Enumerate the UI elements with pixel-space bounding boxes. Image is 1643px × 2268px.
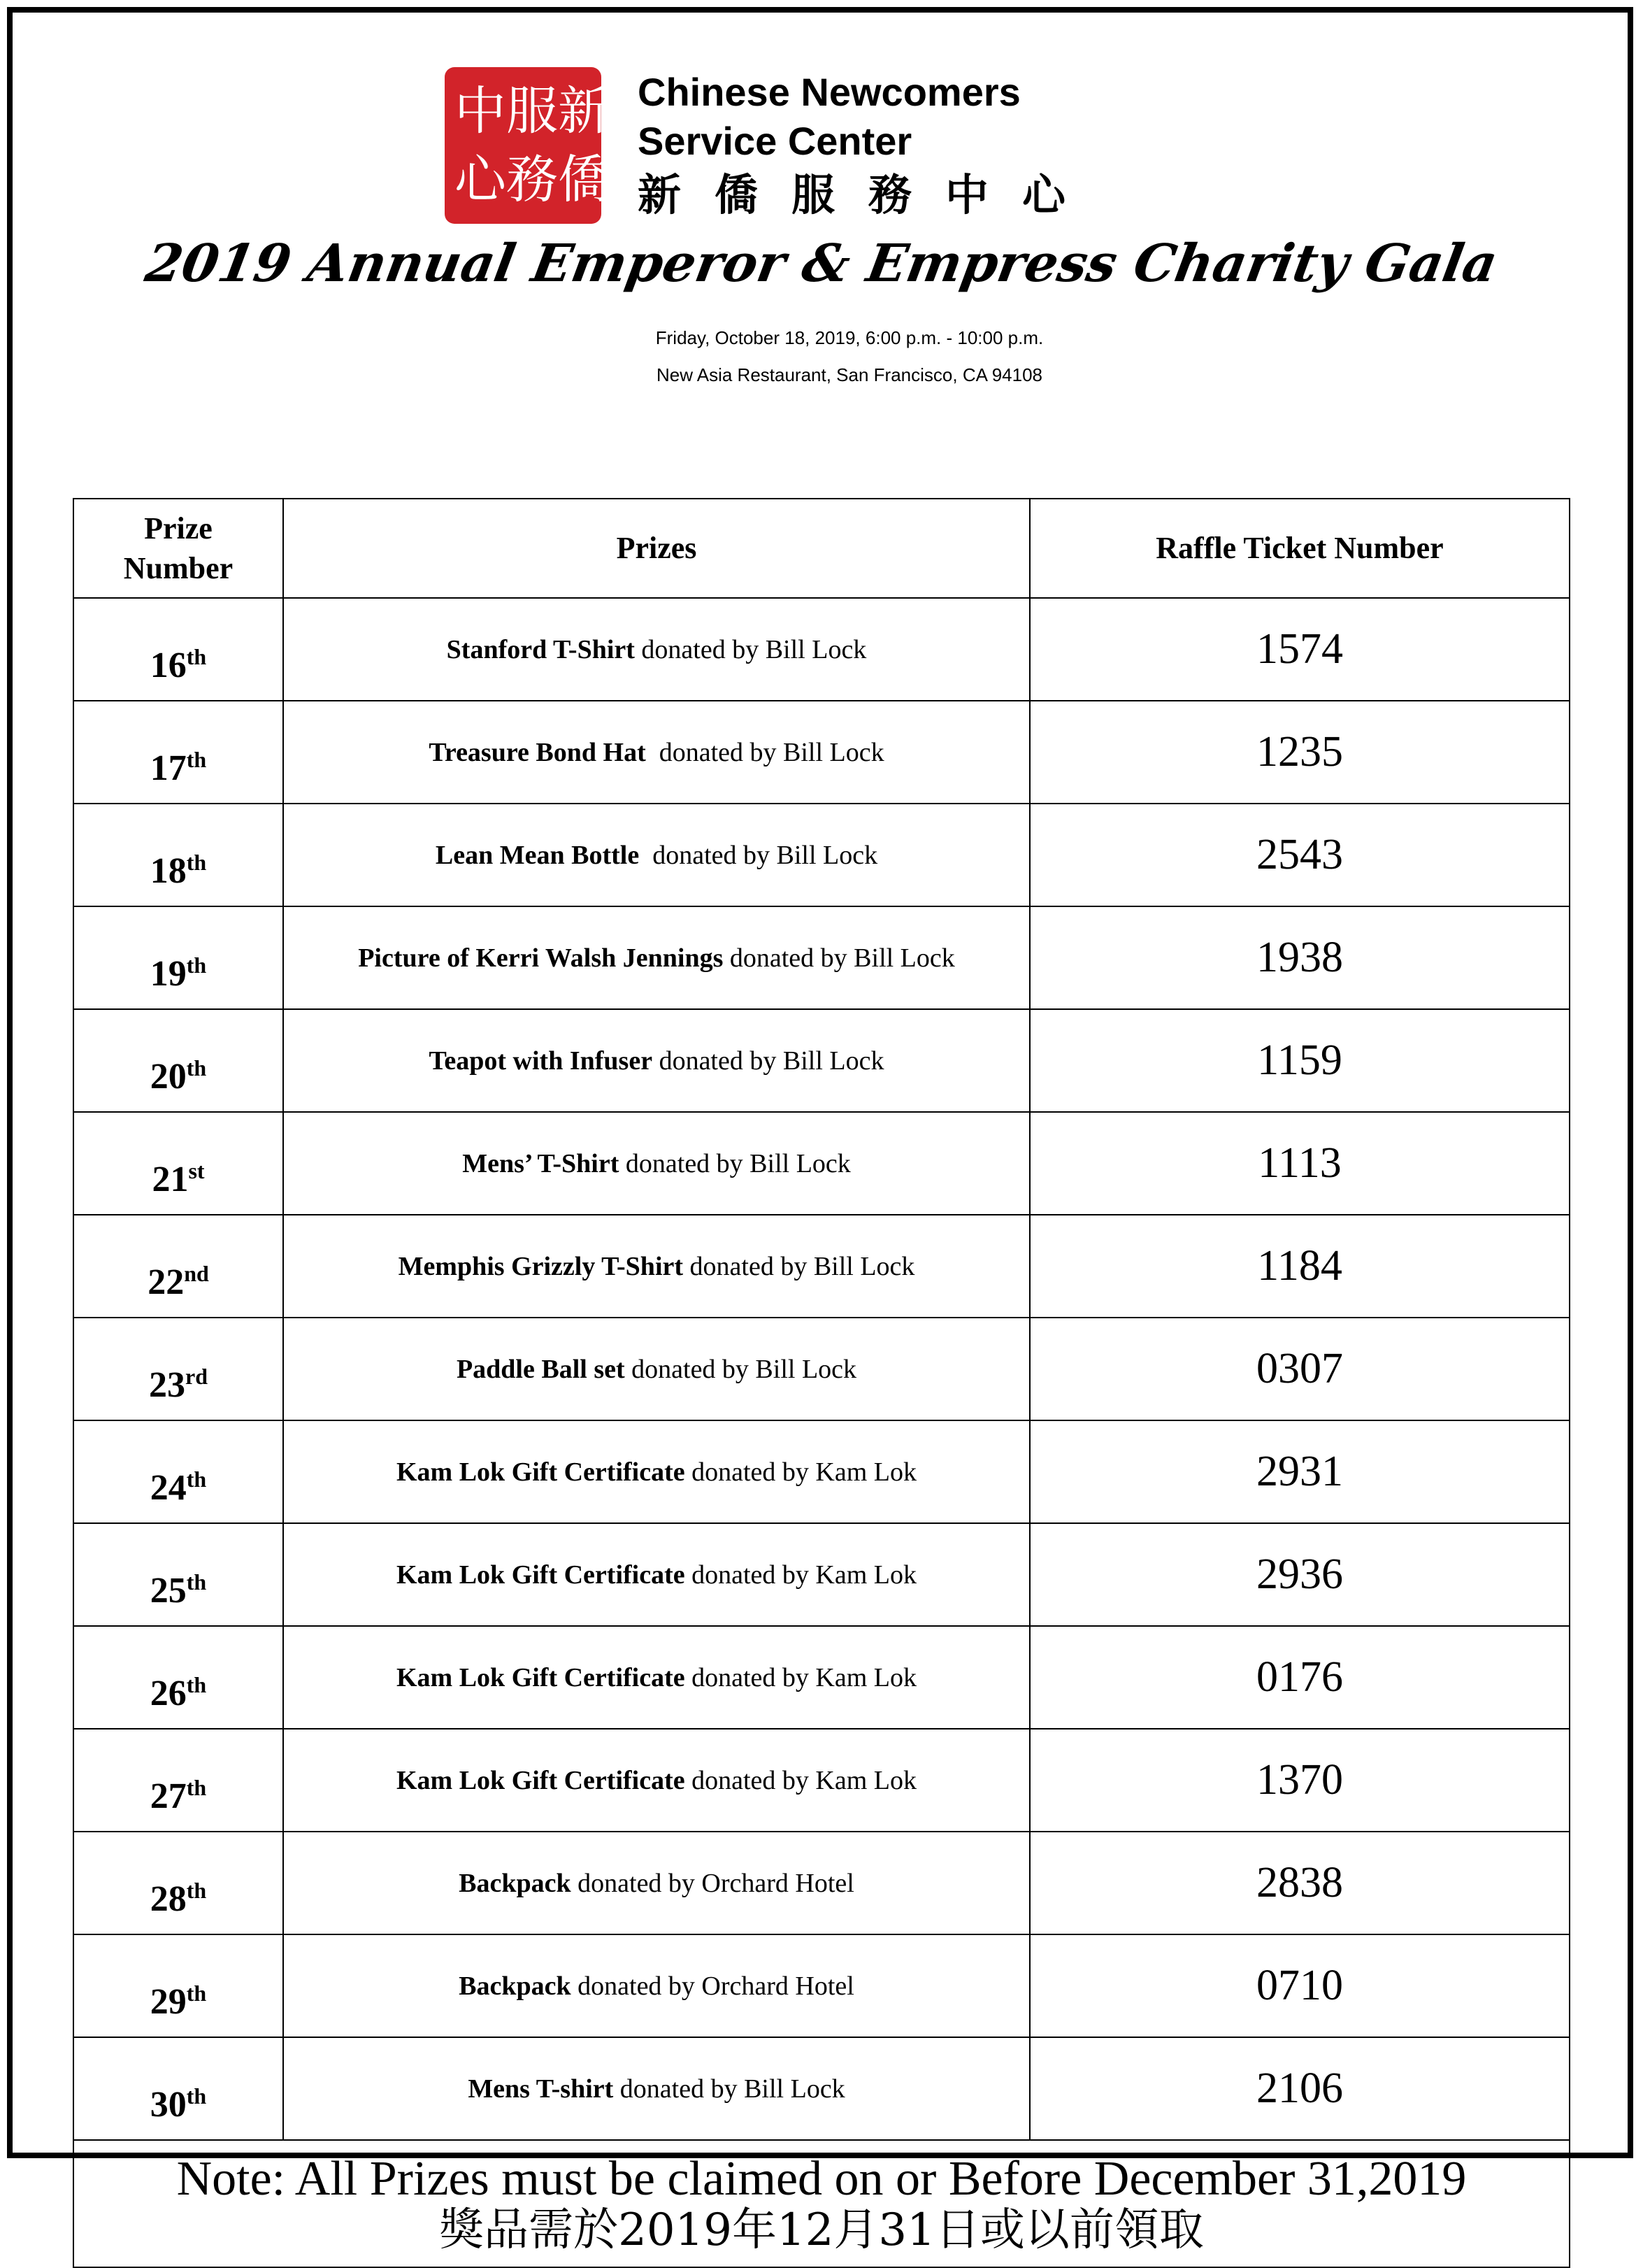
prize-number-value: 22 — [148, 1262, 185, 1302]
prize-number-suffix: th — [186, 1878, 207, 1903]
prize-description — [283, 1009, 1030, 1112]
header-raffle-ticket: Raffle Ticket Number — [1030, 499, 1570, 598]
raffle-ticket-number: 1938 — [1030, 906, 1570, 1009]
prize-donor: donated by Bill Lock — [683, 1251, 915, 1281]
header-prize-number — [73, 499, 283, 598]
prize-donor: donated by Bill Lock — [652, 1046, 884, 1076]
seal-char: 務 — [506, 150, 558, 210]
raffle-ticket-number: 1235 — [1030, 701, 1570, 804]
prize-number-value: 16 — [150, 646, 187, 685]
prize-item: Paddle Ball set — [456, 1354, 625, 1384]
prize-number-suffix: rd — [185, 1364, 208, 1389]
prize-donor: donated by Kam Lok — [684, 1560, 917, 1590]
raffle-ticket-number: 1184 — [1030, 1215, 1570, 1318]
raffle-ticket-number: 0307 — [1030, 1318, 1570, 1420]
prize-item: Kam Lok Gift Certificate — [396, 1765, 685, 1795]
header-prize-number-line1: Prize — [144, 511, 213, 545]
raffle-ticket-number: 2106 — [1030, 2037, 1570, 2140]
prize-donor: donated by Bill Lock — [723, 943, 955, 973]
seal-characters — [454, 77, 610, 214]
prize-number-suffix: th — [186, 1672, 207, 1697]
table-row — [73, 1318, 1570, 1420]
seal-char: 新 — [558, 81, 610, 141]
org-name-english-line1: Chinese Newcomers — [638, 70, 1021, 114]
prize-number — [73, 1934, 283, 2037]
table-header-row — [73, 499, 1570, 598]
table-row — [73, 1420, 1570, 1523]
seal-char: 服 — [506, 81, 558, 141]
prize-number — [73, 1112, 283, 1215]
prize-description — [283, 1523, 1030, 1626]
table-row — [73, 1934, 1570, 2037]
prize-number — [73, 598, 283, 701]
event-date-time: Friday, October 18, 2019, 6:00 p.m. - 10:00 p.m. — [655, 327, 1044, 348]
note-cell — [73, 2140, 1570, 2267]
prize-item: Backpack — [459, 1868, 571, 1898]
prize-item: Teapot with Infuser — [429, 1046, 653, 1076]
prize-description — [283, 1934, 1030, 2037]
prize-number — [73, 701, 283, 804]
prize-item: Memphis Grizzly T-Shirt — [398, 1251, 684, 1281]
prize-number-suffix: th — [186, 2083, 207, 2109]
prize-item: Backpack — [459, 1971, 571, 2001]
prize-item: Picture of Kerri Walsh Jennings — [358, 943, 724, 973]
raffle-ticket-number: 0176 — [1030, 1626, 1570, 1729]
prize-number-value: 27 — [150, 1776, 187, 1816]
prize-number — [73, 1729, 283, 1832]
prize-number-value: 23 — [149, 1365, 185, 1405]
prize-number — [73, 906, 283, 1009]
prize-number-suffix: th — [186, 850, 207, 875]
prize-donor: donated by Bill Lock — [645, 737, 884, 767]
table-row — [73, 1009, 1570, 1112]
prize-item: Kam Lok Gift Certificate — [396, 1662, 685, 1692]
prize-description — [283, 1832, 1030, 1934]
header-prize-number-line2: Number — [123, 551, 234, 585]
raffle-ticket-number: 1370 — [1030, 1729, 1570, 1832]
prize-donor: donated by Bill Lock — [619, 1148, 851, 1178]
prize-donor: donated by Kam Lok — [684, 1765, 917, 1795]
prize-number-suffix: th — [186, 1467, 207, 1492]
prize-description — [283, 804, 1030, 906]
raffle-ticket-number: 1113 — [1030, 1112, 1570, 1215]
prize-description — [283, 2037, 1030, 2140]
prize-donor: donated by Bill Lock — [634, 634, 867, 664]
prize-number-value: 28 — [150, 1879, 187, 1919]
prize-number — [73, 1626, 283, 1729]
raffle-ticket-number: 0710 — [1030, 1934, 1570, 2037]
note-row — [73, 2140, 1570, 2267]
prize-number-value: 21 — [152, 1160, 189, 1199]
prize-number-suffix: th — [186, 1775, 207, 1800]
table-row — [73, 701, 1570, 804]
prize-number-value: 20 — [150, 1057, 187, 1097]
prize-description — [283, 1112, 1030, 1215]
org-name-english-line2: Service Center — [638, 119, 912, 163]
table-row — [73, 2037, 1570, 2140]
prize-item: Lean Mean Bottle — [435, 840, 640, 870]
raffle-ticket-number: 1574 — [1030, 598, 1570, 701]
prize-number-value: 19 — [150, 954, 187, 994]
prize-item: Mens’ T-Shirt — [462, 1148, 619, 1178]
raffle-ticket-number: 2838 — [1030, 1832, 1570, 1934]
seal-char: 中 — [454, 81, 506, 141]
table-row — [73, 1626, 1570, 1729]
prize-number — [73, 1009, 283, 1112]
prize-item: Treasure Bond Hat — [429, 737, 646, 767]
prize-description — [283, 906, 1030, 1009]
prize-item: Mens T-shirt — [468, 2074, 614, 2104]
prize-number-value: 29 — [150, 1982, 187, 2022]
prize-table — [73, 498, 1570, 2268]
prize-number-suffix: nd — [184, 1261, 209, 1286]
header-prizes: Prizes — [283, 499, 1030, 598]
table-row — [73, 1523, 1570, 1626]
raffle-ticket-number: 2931 — [1030, 1420, 1570, 1523]
raffle-ticket-number: 2936 — [1030, 1523, 1570, 1626]
prize-number — [73, 1318, 283, 1420]
prize-number-value: 17 — [150, 748, 187, 788]
prize-donor: donated by Bill Lock — [639, 840, 878, 870]
prize-number — [73, 1215, 283, 1318]
note-chinese: 獎品需於2019年12月31日或以前領取 — [439, 2204, 1204, 2257]
raffle-ticket-number: 2543 — [1030, 804, 1570, 906]
prize-number-suffix: th — [186, 1981, 207, 2006]
prize-description — [283, 701, 1030, 804]
prize-number — [73, 1420, 283, 1523]
prize-number-suffix: th — [186, 1055, 207, 1080]
prize-donor: donated by Bill Lock — [624, 1354, 857, 1384]
note-english: Note: All Prizes must be claimed on or Before December 31,2019 — [176, 2152, 1467, 2206]
prize-donor: donated by Orchard Hotel — [571, 1868, 854, 1898]
prize-description — [283, 1420, 1030, 1523]
prize-number-value: 24 — [150, 1468, 187, 1508]
prize-donor: donated by Bill Lock — [613, 2074, 845, 2104]
table-row — [73, 1112, 1570, 1215]
prize-number-suffix: st — [188, 1158, 205, 1183]
prize-item: Kam Lok Gift Certificate — [396, 1457, 685, 1487]
prize-number-value: 26 — [150, 1674, 187, 1713]
prize-number-suffix: th — [186, 644, 207, 669]
prize-number-suffix: th — [186, 747, 207, 772]
raffle-ticket-number: 1159 — [1030, 1009, 1570, 1112]
prize-donor: donated by Orchard Hotel — [571, 1971, 854, 2001]
prize-donor: donated by Kam Lok — [684, 1662, 917, 1692]
prize-number — [73, 804, 283, 906]
org-name-chinese: 新僑服務中心 — [638, 169, 1100, 220]
table-row — [73, 598, 1570, 701]
event-venue: New Asia Restaurant, San Francisco, CA 94108 — [656, 364, 1043, 385]
prize-donor: donated by Kam Lok — [684, 1457, 917, 1487]
event-title: 2019 Annual Emperor & Empress Charity Gala — [141, 234, 1502, 294]
prize-item: Stanford T-Shirt — [446, 634, 635, 664]
prize-description — [283, 598, 1030, 701]
prize-description — [283, 1215, 1030, 1318]
prize-number-value: 25 — [150, 1571, 187, 1611]
prize-number — [73, 2037, 283, 2140]
table-row — [73, 1832, 1570, 1934]
prize-number-suffix: th — [186, 953, 207, 978]
seal-logo — [445, 67, 610, 224]
prize-number-value: 30 — [150, 2085, 187, 2125]
seal-char: 僑 — [558, 150, 610, 210]
prize-description — [283, 1626, 1030, 1729]
seal-char: 心 — [454, 150, 506, 210]
prize-number — [73, 1832, 283, 1934]
prize-description — [283, 1729, 1030, 1832]
prize-number — [73, 1523, 283, 1626]
prize-number-suffix: th — [186, 1569, 207, 1595]
prize-item: Kam Lok Gift Certificate — [396, 1560, 685, 1590]
table-row — [73, 1215, 1570, 1318]
table-row — [73, 804, 1570, 906]
prize-description — [283, 1318, 1030, 1420]
table-row — [73, 906, 1570, 1009]
prize-number-value: 18 — [150, 851, 187, 891]
table-row — [73, 1729, 1570, 1832]
